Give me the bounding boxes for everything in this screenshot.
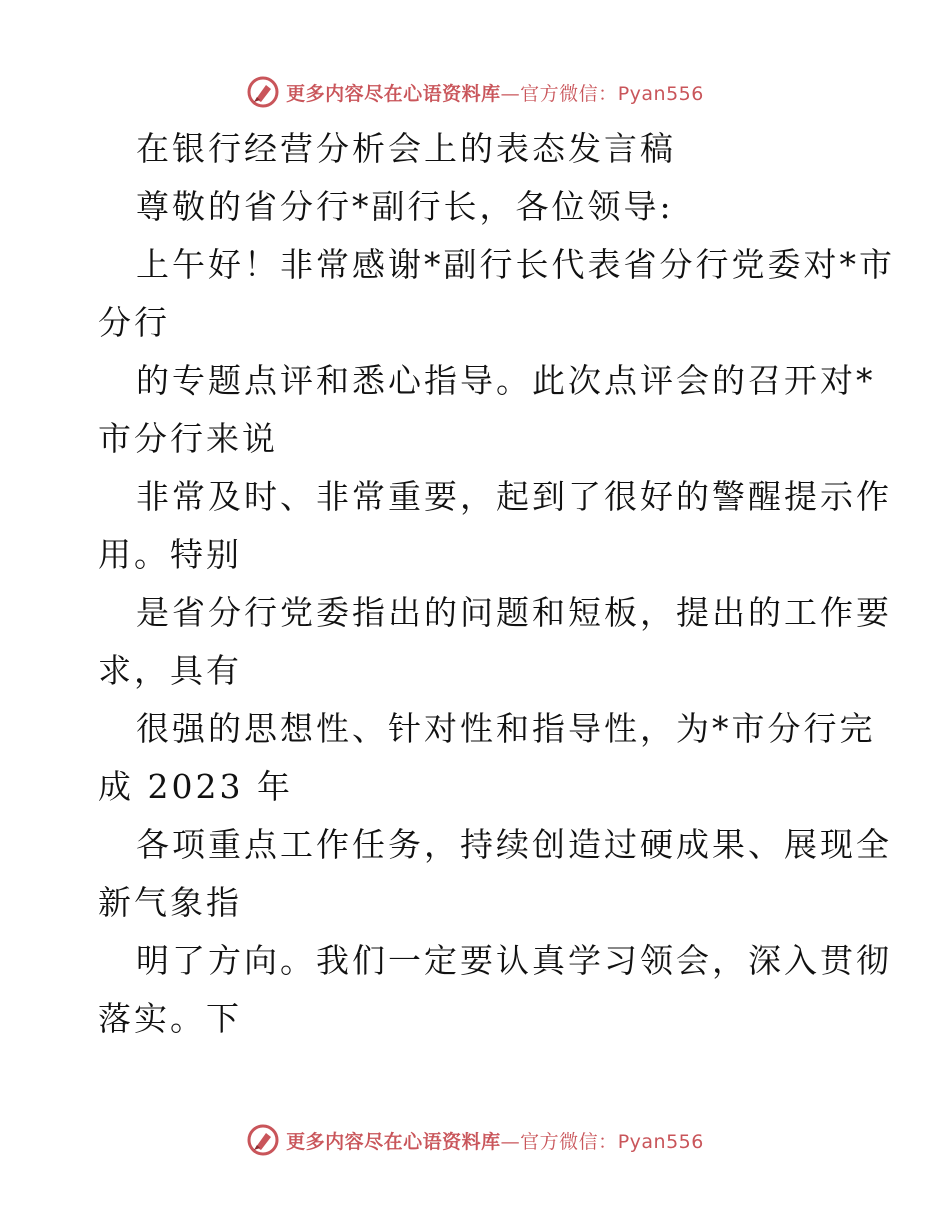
document-body (98, 120, 895, 1048)
paragraph-line: 是省分行党委指出的问题和短板，提出的工作要 (136, 593, 892, 632)
watermark-contact-id: Pyan556 (617, 82, 704, 105)
paragraph-line: 用。特别 (98, 535, 242, 574)
paragraph-line: 成 2023 年 (98, 767, 293, 806)
paragraph-line: 上午好！非常感谢*副行长代表省分行党委对*市 (136, 245, 895, 284)
watermark-separator: — (500, 1130, 521, 1153)
watermark-contact-label: 官方微信： (520, 82, 618, 105)
watermark-brand: 更多内容尽在心语资料库 (286, 82, 501, 105)
paragraph-line: 分行 (98, 303, 170, 342)
paragraph-line: 市分行来说 (98, 419, 278, 458)
paragraph-line: 的专题点评和悉心指导。此次点评会的召开对* (136, 361, 876, 400)
document-title: 在银行经营分析会上的表态发言稿 (136, 129, 676, 168)
watermark-text (286, 1127, 704, 1154)
watermark-separator: — (500, 82, 521, 105)
watermark-text (286, 79, 704, 106)
watermark-contact-label: 官方微信： (520, 1130, 618, 1153)
paragraph-line: 各项重点工作任务，持续创造过硬成果、展现全 (136, 825, 892, 864)
watermark-brand: 更多内容尽在心语资料库 (286, 1130, 501, 1153)
pen-nib-logo-icon (246, 75, 280, 109)
paragraph-line: 非常及时、非常重要，起到了很好的警醒提示作 (136, 477, 892, 516)
paragraph-line: 落实。下 (98, 999, 242, 1038)
footer-watermark (0, 1120, 950, 1160)
paragraph-line: 求，具有 (98, 651, 242, 690)
paragraph-line: 新气象指 (98, 883, 242, 922)
watermark-contact-id: Pyan556 (617, 1130, 704, 1153)
pen-nib-logo-icon (246, 1123, 280, 1157)
paragraph-line: 很强的思想性、针对性和指导性，为*市分行完 (136, 709, 876, 748)
paragraph-line: 明了方向。我们一定要认真学习领会，深入贯彻 (136, 941, 892, 980)
salutation: 尊敬的省分行*副行长，各位领导: (136, 187, 674, 226)
header-watermark (0, 72, 950, 112)
